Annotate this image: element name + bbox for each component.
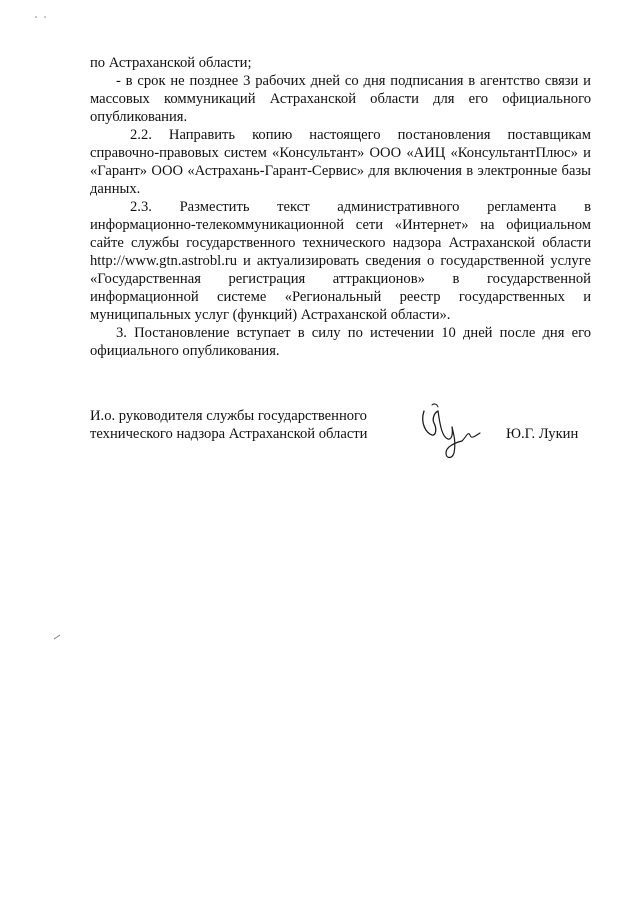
signatory-position-line: И.о. руководителя службы государственного [90,408,367,424]
paragraph-3: 3. Постановление вступает в силу по истечении 10 дней после дня его официального опубликования. [90,325,591,359]
paragraph-publication-deadline: - в срок не позднее 3 рабочих дней со дня подписания в агентство связи и массовых коммуникаций Астраханской области для его официального опубликования. [90,73,591,125]
signatory-name: Ю.Г. Лукин [506,426,579,442]
paragraph-2-3-word: административного [337,199,460,215]
paragraph-2-3-word: Разместить [179,199,250,215]
signature-block [90,407,591,467]
signatory-position [90,407,410,443]
paragraph-2-3-word: текст [277,199,310,215]
paragraph-region-continuation: по Астраханской области; [90,55,252,71]
paragraph-2-2: 2.2. Направить копию настоящего постановления поставщикам справочно-правовых систем «Консультант» ООО «АИЦ «КонсультантПлюс» и «Гарант» ООО «Астрахань-Гарант-Сервис» для включения в электронные базы данных. [90,127,591,197]
scan-speck [53,634,61,640]
paragraph-2-3-word: 2.3. [130,199,152,215]
document-body [90,54,591,360]
scan-speck [34,14,48,20]
handwritten-signature [410,399,490,463]
paragraph-2-3-word: в [584,199,591,215]
paragraph-2-3-first-line [90,198,591,216]
signatory-position-line: технического надзора Астраханской области [90,426,368,442]
paragraph-2-3-body: информационно-телекоммуникационной сети «Интернет» на официальном сайте службы государственного технического надзора Астраханской области http://www.gtn.astrobl.ru и актуализировать сведения о государственной услуге «Государственная регистрация аттракционов» в государственной информационной системе «Региональный реестр государственных и муниципальных услуг (функций) Астраханской области». [90,217,591,323]
paragraph-2-3-word: регламента [487,199,557,215]
